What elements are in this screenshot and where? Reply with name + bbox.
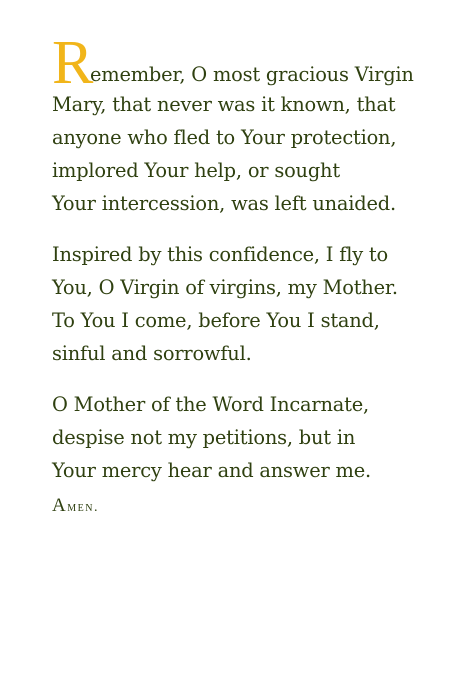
paragraph1-line4: implored Your help, or sought	[52, 159, 340, 182]
paragraph3-line3: Your mercy hear and answer me.	[52, 459, 371, 482]
paragraph2-line4: sinful and sorrowful.	[52, 342, 252, 365]
paragraph-gap	[52, 220, 452, 238]
paragraph1-line3: anyone who fled to Your protection,	[52, 126, 397, 149]
paragraph3-line1: O Mother of the Word Incarnate,	[52, 393, 369, 416]
memorare-prayer-text	[52, 30, 452, 521]
paragraph1-line2: Mary, that never was it known, that	[52, 93, 396, 116]
first-line	[52, 29, 452, 97]
paragraph2-line3: To You I come, before You I stand,	[52, 309, 380, 332]
paragraph1-line5: Your intercession, was left unaided.	[52, 192, 396, 215]
paragraph-gap	[52, 370, 452, 388]
amen-rest: men.	[67, 500, 99, 515]
first-line-text: emember, O most gracious Virgin	[90, 63, 414, 86]
amen-closing	[52, 491, 452, 521]
paragraph3-line2: despise not my petitions, but in	[52, 426, 356, 449]
amen-initial: A	[52, 495, 68, 516]
drop-cap-letter: R	[52, 29, 94, 97]
paragraph2-line2: You, O Virgin of virgins, my Mother.	[52, 276, 398, 299]
paragraph2-line1: Inspired by this confidence, I fly to	[52, 243, 388, 266]
